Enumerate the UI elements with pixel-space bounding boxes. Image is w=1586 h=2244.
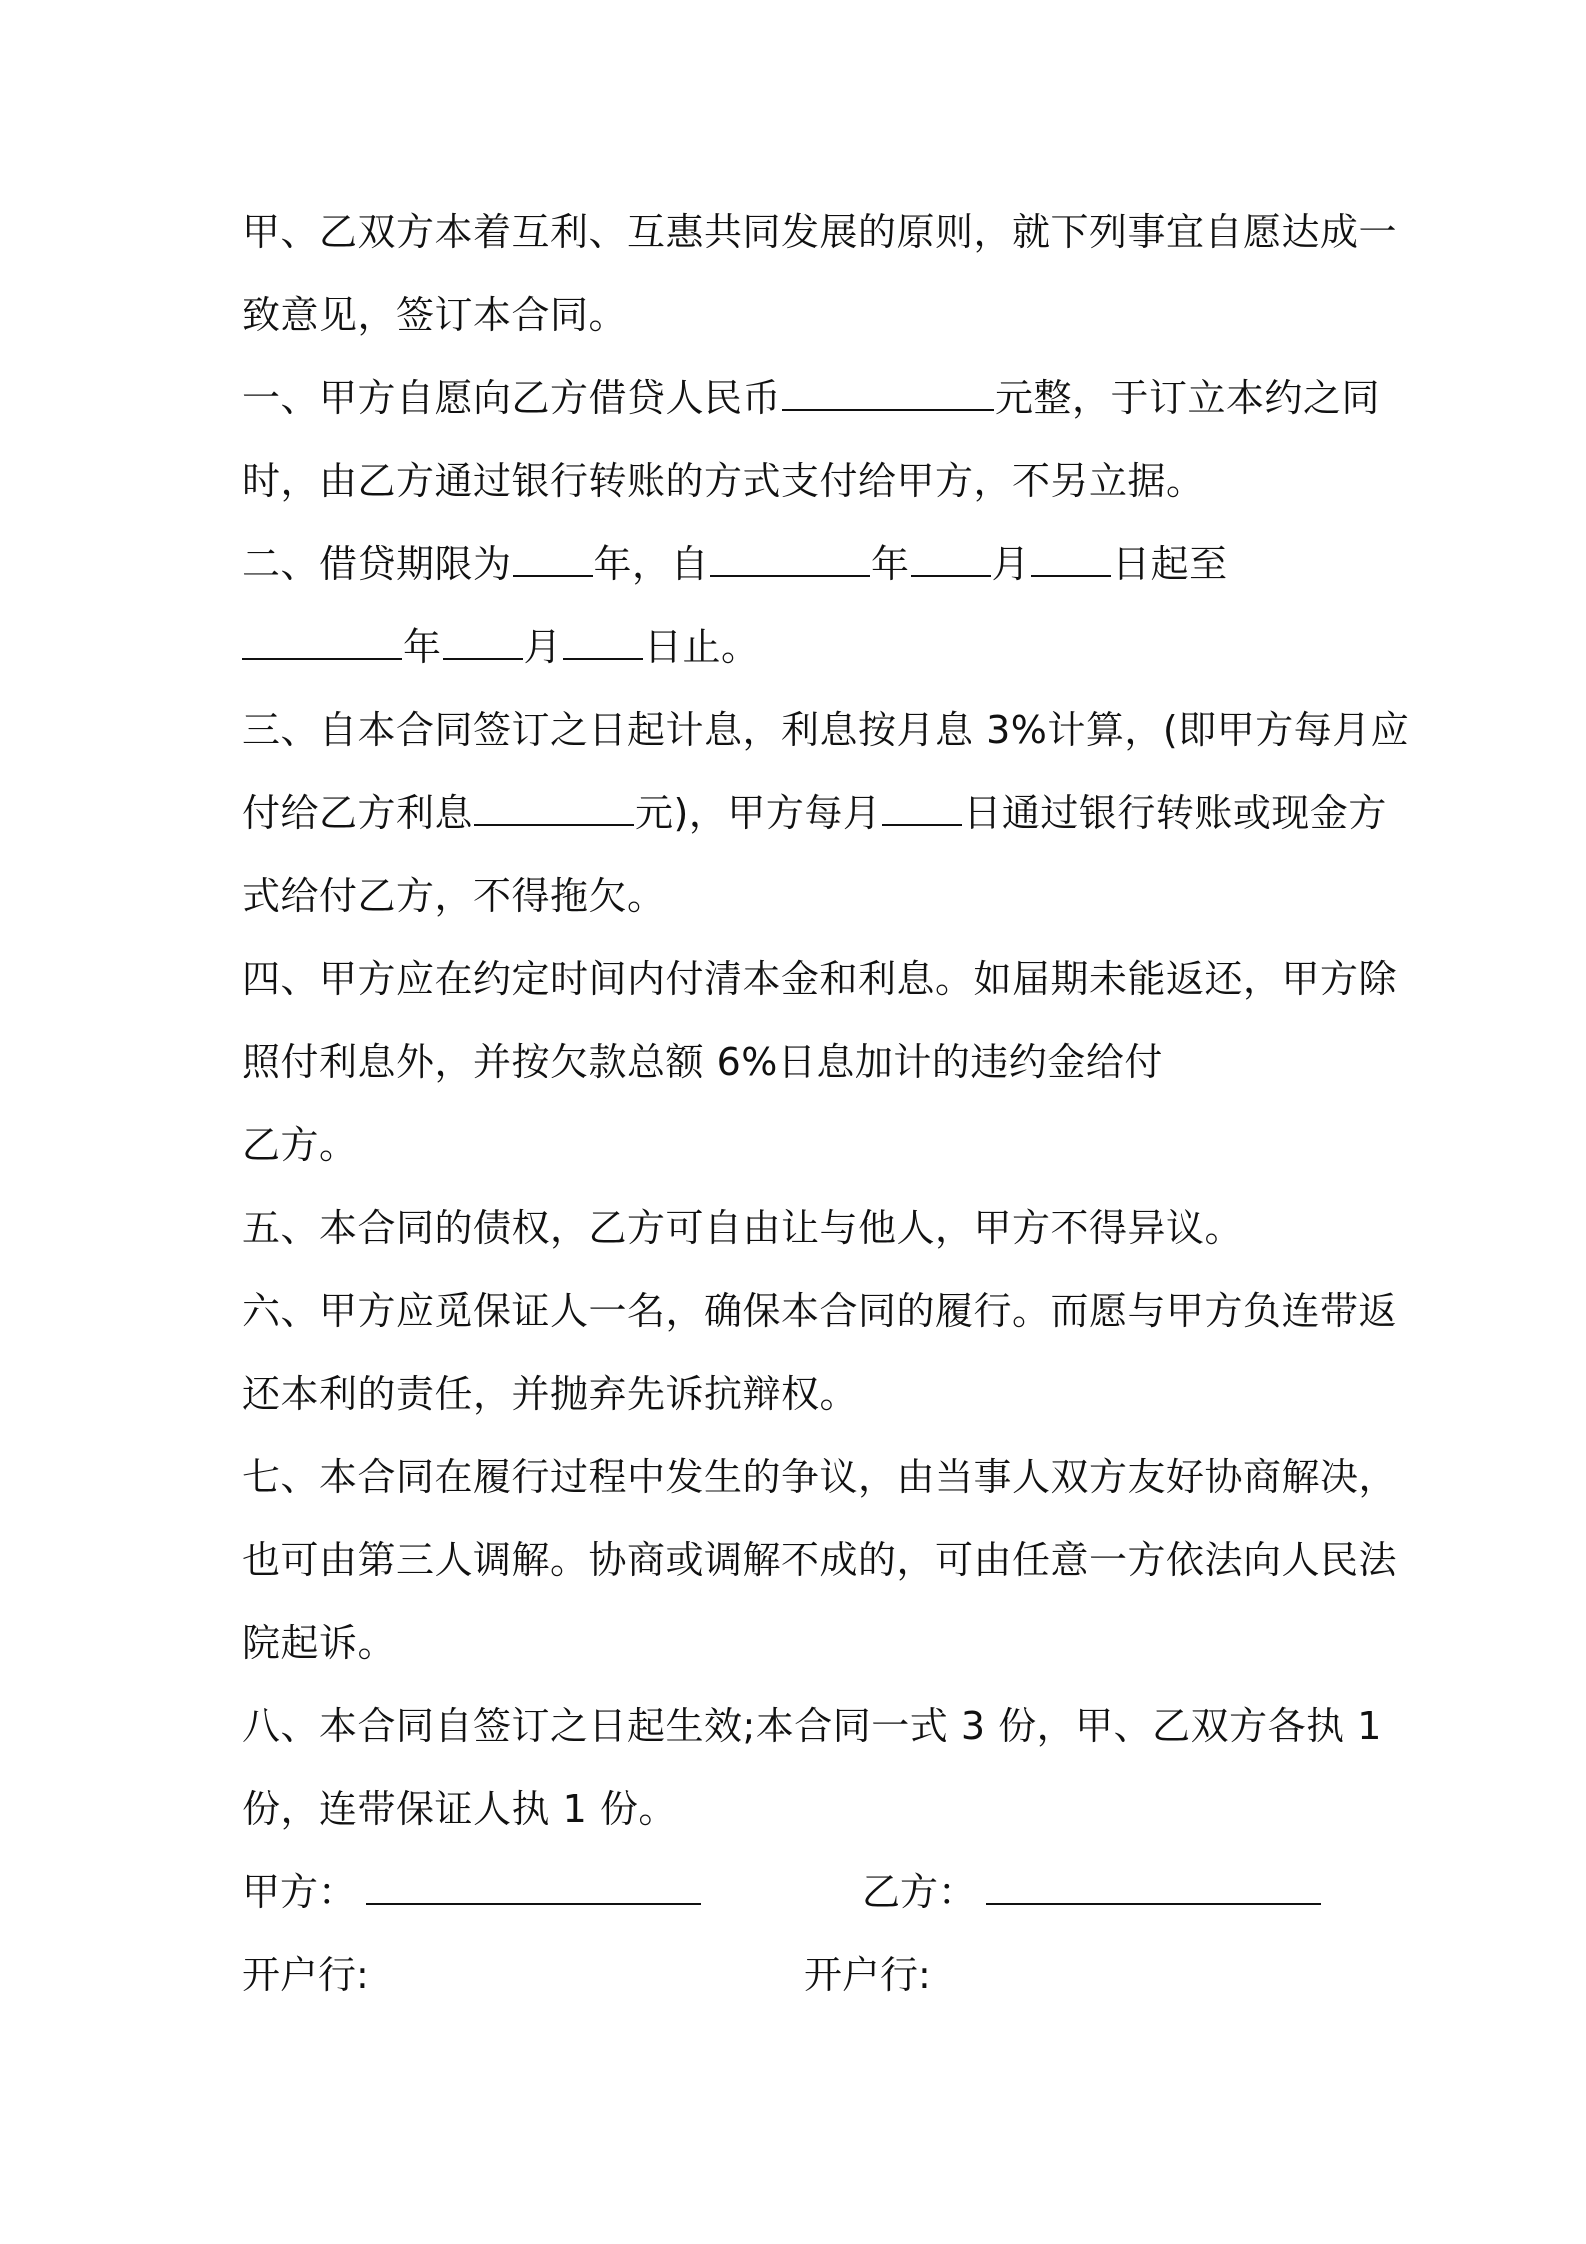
clause-6-line-2: 还本利的责任，并抛弃先诉抗辩权。: [242, 1372, 859, 1416]
clause-3-text-a: 付给乙方利息: [242, 791, 474, 835]
clause-4-line-2: 照付利息外，并按欠款总额 6%日息加计的违约金给付: [242, 1040, 1163, 1084]
clause-2-text-b: 年，自: [593, 542, 710, 586]
clause-7-line-1: 七、本合同在履行过程中发生的争议，由当事人双方友好协商解决，: [242, 1455, 1398, 1499]
party-b-bank: 开户行:: [804, 1953, 931, 1997]
clause-2-text-h: 日止。: [644, 625, 760, 669]
monthly-interest-blank: [474, 790, 634, 826]
party-a-signature-blank: [366, 1863, 701, 1905]
clause-1-line-2: 时，由乙方通过银行转账的方式支付给甲方，不另立据。: [242, 459, 1205, 503]
clause-8-line-2: 份，连带保证人执 1 份。: [242, 1787, 677, 1831]
party-b-signature-blank: [986, 1863, 1321, 1905]
clause-2-line-1: [242, 529, 1357, 612]
clause-4-line-3: 乙方。: [242, 1123, 358, 1167]
bank-row: [242, 1940, 1357, 2023]
clause-2-line-2: [242, 612, 1357, 695]
end-month-blank: [443, 624, 523, 660]
clause-3-line-3: 式给付乙方，不得拖欠。: [242, 874, 666, 918]
clause-5-line-1: 五、本合同的债权，乙方可自由让与他人，甲方不得异议。: [242, 1206, 1244, 1250]
start-day-blank: [1031, 541, 1111, 577]
clause-3-text-c: 日通过银行转账或现金方: [963, 791, 1387, 835]
clause-2-text-c: 年: [871, 542, 910, 586]
end-day-blank: [563, 624, 643, 660]
clause-2-text-e: 日起至: [1112, 542, 1228, 586]
clause-2-text-d: 月: [991, 542, 1031, 586]
contract-document: [242, 197, 1410, 2023]
clause-7-line-3: 院起诉。: [242, 1621, 397, 1665]
end-year-blank: [242, 624, 402, 660]
clause-2-text-f: 年: [403, 625, 442, 669]
clause-1-text-b: 元整，于订立本约之同: [995, 376, 1381, 420]
preamble-line-1: 甲、乙双方本着互利、互惠共同发展的原则，就下列事宜自愿达成一: [242, 210, 1398, 254]
party-a-label: 甲方：: [242, 1870, 357, 1914]
clause-1-text-a: 一、甲方自愿向乙方借贷人民币: [242, 376, 782, 420]
party-b-label: 乙方：: [862, 1870, 977, 1914]
loan-amount-blank: [782, 375, 994, 411]
clause-1-line-1: [242, 363, 1381, 446]
clause-3-line-2: [242, 778, 1387, 861]
party-a-bank: 开户行:: [242, 1953, 369, 1997]
signature-row: [242, 1857, 1357, 1940]
party-a-signature: [242, 1857, 701, 1927]
start-month-blank: [911, 541, 991, 577]
payment-day-blank: [882, 790, 962, 826]
clause-2-text-g: 月: [523, 625, 563, 669]
clause-7-line-2: 也可由第三人调解。协商或调解不成的，可由任意一方依法向人民法: [242, 1538, 1398, 1582]
clause-3-line-1: 三、自本合同签订之日起计息，利息按月息 3%计算，(即甲方每月应: [242, 708, 1410, 752]
clause-6-line-1: 六、甲方应觅保证人一名，确保本合同的履行。而愿与甲方负连带返: [242, 1289, 1398, 1333]
start-year-blank: [710, 541, 870, 577]
preamble-line-2: 致意见，签订本合同。: [242, 293, 628, 337]
party-b-signature: [862, 1857, 1321, 1927]
clause-4-line-1: 四、甲方应在约定时间内付清本金和利息。如届期未能返还，甲方除: [242, 957, 1398, 1001]
term-years-blank: [513, 541, 593, 577]
clause-8-line-1: 八、本合同自签订之日起生效;本合同一式 3 份，甲、乙双方各执 1: [242, 1704, 1382, 1748]
clause-2-text-a: 二、借贷期限为: [242, 542, 512, 586]
clause-3-text-b: 元)，甲方每月: [635, 791, 882, 835]
